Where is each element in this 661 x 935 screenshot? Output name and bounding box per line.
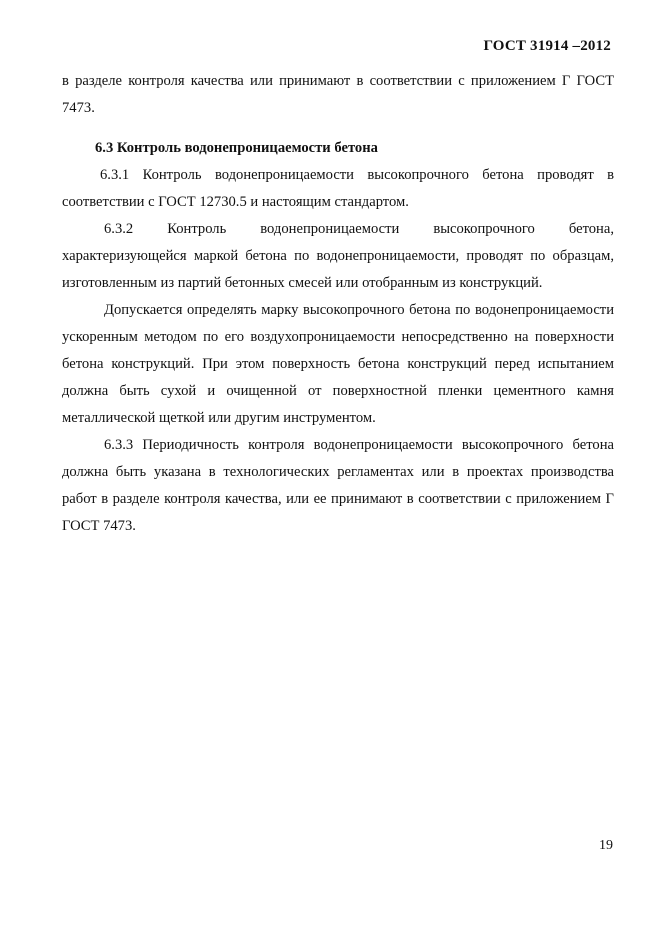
paragraph-6-3-2-continued: Допускается определять марку высокопрочного бетона по водонепроницаемости ускоренным методом по его воздухопроницаемости непосредственно на поверхности бетона конструкций. При этом поверхность бетона конструкций перед испытанием должна быть сухой и очищенной от поверхностной пленки цементного камня металлической щеткой или другим инструментом. [62,302,614,426]
paragraph-6-3-1: 6.3.1 Контроль водонепроницаемости высокопрочного бетона проводят в соответствии с ГОСТ 12730.5 и настоящим стандартом. [62,167,614,210]
document-body [62,68,614,540]
paragraph-6-3-3: 6.3.3 Периодичность контроля водонепроницаемости высокопрочного бетона должна быть указана в технологических регламентах или в проектах производства работ в разделе контроля качества, или ее принимают в соответствии с приложением Г ГОСТ 7473. [62,437,614,534]
page-number: 19 [599,838,613,853]
paragraph-6-3-2: 6.3.2 Контроль водонепроницаемости высокопрочного бетона, характеризующейся маркой бетона по водонепроницаемости, проводят по образцам, изготовленным из партий бетонных смесей или отобранным из конструкций. [62,221,614,291]
section-title: 6.3 Контроль водонепроницаемости бетона [95,140,378,156]
document-header: ГОСТ 31914 –2012 [483,38,611,54]
paragraph-intro: в разделе контроля качества или принимают в соответствии с приложением Г ГОСТ 7473. [62,73,614,116]
